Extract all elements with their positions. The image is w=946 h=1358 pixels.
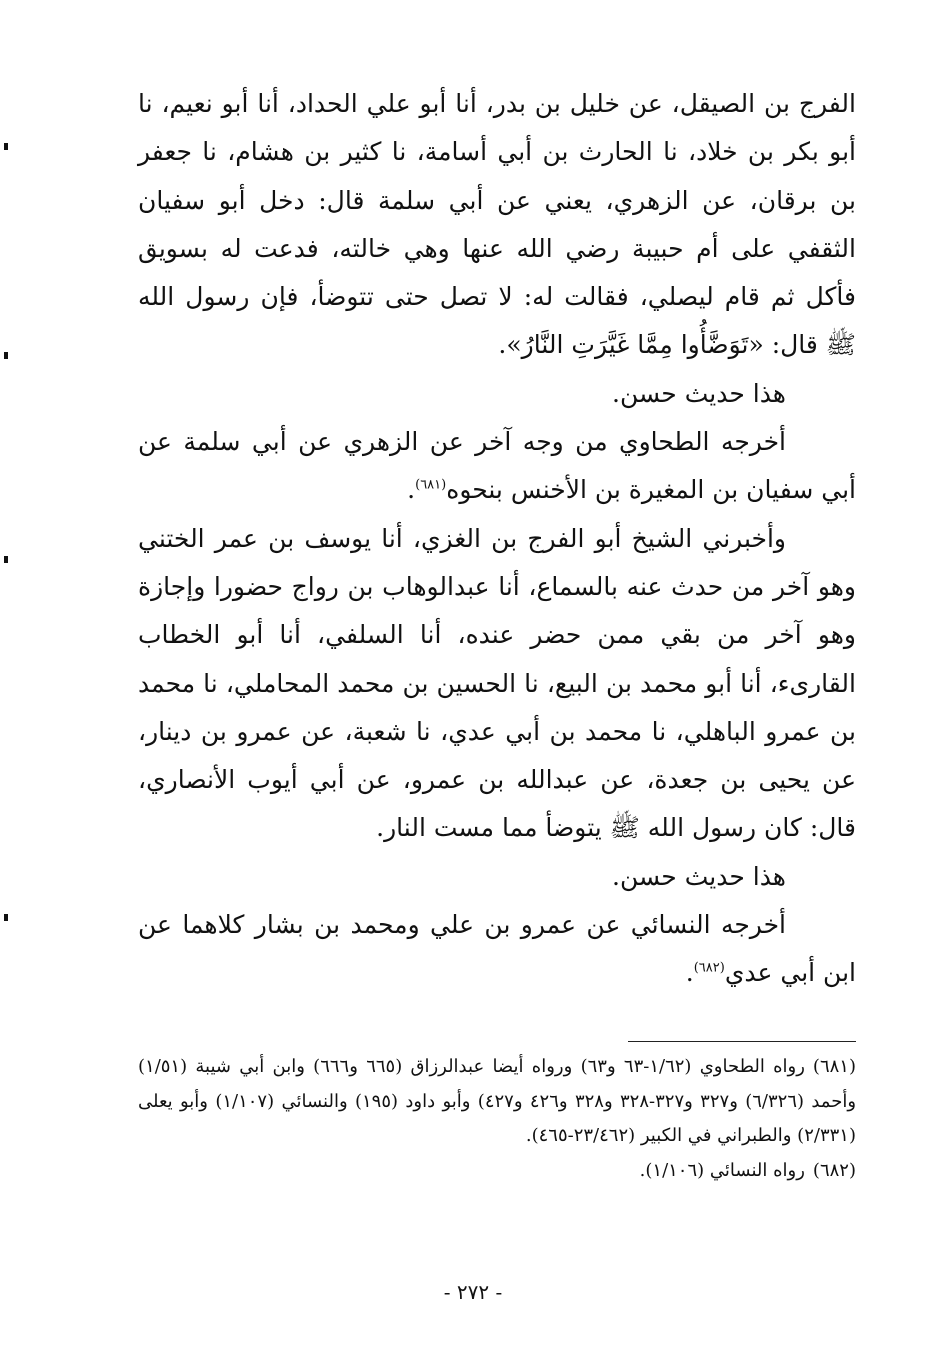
paragraph-end-punctuation: .	[685, 958, 694, 988]
paragraph-grading	[138, 370, 856, 418]
paragraph-end-punctuation: .	[407, 475, 416, 505]
paragraph-isnad	[138, 515, 856, 853]
paragraph-text: أخرجه النسائي عن عمرو بن علي ومحمد بن بشار كلاهما عن ابن أبي عدي	[138, 910, 856, 988]
footnote-reference: (٦٨١)	[415, 478, 447, 494]
page-number: - ٢٧٢ -	[443, 1280, 503, 1304]
paragraph-text: وأخبرني الشيخ أبو الفرج بن الغزي، أنا يوسف بن عمر الختني وهو آخر من حدث عنه بالسماع، أنا عبدالوهاب بن رواج حضورا وإجازة وهو آخر من بقي ممن حضر عنده، أنا السلفي، أنا أبو الخطاب القارىء، أنا أبو محمد بن البيع، نا الحسين بن محمد المحاملي، نا محمد بن عمرو الباهلي، نا محمد بن أبي عدي، نا شعبة، عن عمرو بن دينار، عن يحيى بن جعدة، عن عبدالله بن عمرو، عن أبي أيوب الأنصاري، قال: كان رسول الله ﷺ يتوضأ مما مست النار.	[138, 523, 856, 843]
scan-edge-mark	[4, 914, 8, 921]
paragraph-text: الفرج بن الصيقل، عن خليل بن بدر، أنا أبو علي الحداد، أنا أبو نعيم، نا أبو بكر بن خلاد، نا الحارث بن أبي أسامة، نا كثير بن هشام، نا جعفر بن برقان، عن الزهري، يعني عن أبي سلمة قال: دخل أبو سفيان الثقفي على أم حبيبة رضي الله عنها وهي خالته، فدعت له بسويق فأكل ثم قام ليصلي، فقالت له: لا تصل حتى تتوضأ، فإن رسول الله ﷺ قال: «تَوَضَّأُوا مِمَّا غَيَّرَتِ النَّارُ».	[138, 89, 856, 360]
footnote-reference: (٦٨٢)	[693, 961, 725, 977]
paragraph-takhrij	[138, 418, 856, 515]
main-text	[138, 80, 856, 998]
footnotes	[138, 1050, 856, 1188]
footnote-number: (٦٨٢)	[812, 1159, 856, 1181]
scan-edge-mark	[4, 352, 8, 359]
footnote-text: رواه الطحاوي (١/٦٢-٦٣ و٦٣) ورواه أيضا عبدالرزاق (٦٦٥ و٦٦٦) وابن أبي شيبة (١/٥١) وأحمد (٦/٣٢٦) و٣٢٧ و٣٢٧-٣٢٨ و٣٢٨ و٤٢٦ و٤٢٧) وأبو داود (١٩٥) والنسائي (١/١٠٧) وأبو يعلى (٢/٣٣١) والطبراني في الكبير (٢٣/٤٦٢-٤٦٥).	[138, 1056, 857, 1146]
footnote-text: رواه النسائي (١/١٠٦).	[639, 1159, 805, 1181]
scan-edge-mark	[4, 556, 8, 563]
footnote-number: (٦٨١)	[812, 1056, 856, 1077]
footnote	[138, 1154, 856, 1189]
paragraph-text: هذا حديث حسن.	[612, 378, 786, 408]
paragraph-isnad	[138, 80, 856, 370]
paragraph-grading	[138, 853, 856, 901]
footnote	[138, 1050, 856, 1154]
paragraph-takhrij	[138, 901, 856, 998]
scan-edge-mark	[4, 143, 8, 150]
footnote-separator	[628, 1041, 856, 1042]
paragraph-text: هذا حديث حسن.	[612, 861, 786, 891]
paragraph-text: أخرجه الطحاوي من وجه آخر عن الزهري عن أبي سلمة عن أبي سفيان بن المغيرة بن الأخنس بنحوه	[138, 427, 856, 505]
